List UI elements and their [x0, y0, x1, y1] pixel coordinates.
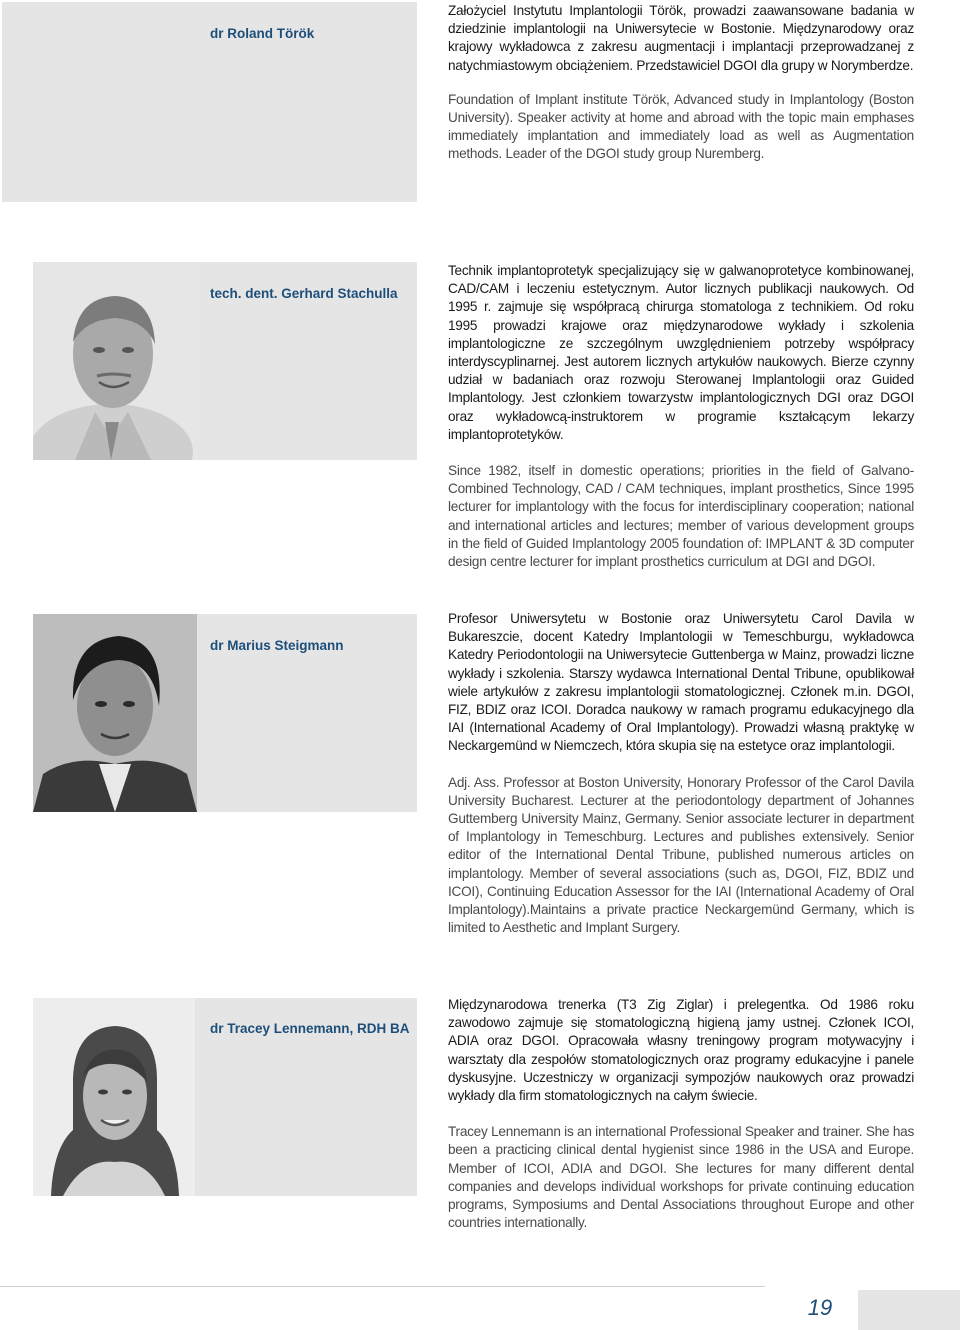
portrait-steigmann-image: [33, 614, 197, 812]
portrait-stachulla: [33, 262, 195, 460]
bio-polish-steigmann: Profesor Uniwersytetu w Bostonie oraz Uniwersytetu Carol Davila w Bukareszcie, docent Katedry Implantologii w Temeschburgu, wykładowca Katedry Periodontologii na Uniwersytecie Guttenberga w Mainz, prowadzi liczne wykłady i szkolenia. Starszy wydawca International Dental Tribune, opublikował wiele artykułów z zakresu implantologii stomatologicznej. Członek m.in. DGOI, FIZ, BDIZ oraz ICOI. Doradca naukowy w ramach programu edukacyjnego dla IAI (International Academy of Oral Implantology). Prowadzi własną praktykę w Neckargemünd w Niemczech, która skupia się na estetyce oraz implantologii.: [448, 611, 914, 754]
bio-english-stachulla: Since 1982, itself in domestic operations; priorities in the field of Galvano-Combined Technology, CAD / CAM techniques, implant prosthetics, Since 1995 lecturer for implantology with the focus for interdisciplinary cooperation; national and international articles and lectures; member of various development groups in the field of Guided Implantology 2005 foundation of: IMPLANT & 3D computer design centre lecturer for implant prosthetics curriculum at DGI and DGOI.: [448, 463, 914, 570]
bio-stachulla: [448, 262, 914, 571]
bio-steigmann: [448, 610, 914, 937]
profile-name-stachulla: tech. dent. Gerhard Stachulla: [210, 286, 398, 301]
bio-torok: [448, 2, 914, 164]
bio-english-lennemann: Tracey Lennemann is an international Professional Speaker and trainer. She has been a practicing clinical dental hygienist since 1986 in the USA and Europe. Member of ICOI, ADIA and DGOI. She lectures for many different dental companies and develops individual workshops for private continuing education programs, Symposiums and Dental Associations throughout Europe and other countries internationally.: [448, 1124, 914, 1231]
page-number: 19: [807, 1295, 833, 1320]
bio-lennemann: [448, 996, 914, 1232]
bio-english-torok: Foundation of Implant institute Török, Advanced study in Implantology (Boston University). Speaker activity at home and abroad with the topic main emphases immediately implantation and immediately load as well as Augmentation methods. Leader of the DGOI study group Nuremberg.: [448, 91, 914, 162]
bio-english-steigmann: Adj. Ass. Professor at Boston University, Honorary Professor of the Carol Davila University Bucharest. Lecturer at the periodontology department of Johannes Guttemberg University Mainz, Germany. Senior associate lecturer in department of Implantology in Temeschburg. Lectures and publishes extensively. Senior editor of the International Dental Tribune, published numerous articles on implantology. Member of several associations (such as, DGOI, FIZ, BDIZ und ICOI), Continuing Education Assessor for the IAI (International Academy of Oral Implantology).Maintains a private practice Neckargemünd Germany, which is limited to Aesthetic and Implant Surgery.: [448, 774, 914, 936]
portrait-lennemann-image: [33, 998, 195, 1196]
profile-name-torok: dr Roland Török: [210, 26, 315, 41]
profile-name-steigmann: dr Marius Steigmann: [210, 638, 344, 653]
portrait-stachulla-image: [33, 262, 195, 460]
profile-name-lennemann: dr Tracey Lennemann, RDH BA: [210, 1021, 410, 1036]
bio-polish-lennemann: Międzynarodowa trenerka (T3 Zig Ziglar) i prelegentka. Od 1986 roku zawodowo zajmuje się stomatologiczną higieną jamy ustnej. Członek ICOI, ADIA oraz DGOI. Opracowała własny treningowy program motywacyjny i warsztaty dla zespołów stomatologicznych oraz programy edukacyjne i panele dyskusyjne. Uczestniczy w organizacji sympozjów naukowych oraz prowadzi wykłady dla firm stomatologicznych na całym świecie.: [448, 997, 914, 1104]
portrait-lennemann: [33, 998, 195, 1196]
footer-rule: [0, 1286, 765, 1287]
portrait-steigmann: [33, 614, 197, 812]
bio-polish-torok: Założyciel Instytutu Implantologii Török, prowadzi zaawansowane badania w dziedzinie implantologii na Uniwersytecie w Bostonie. Międzynarodowy oraz krajowy wykładowca z zakresu augmentacji i implantacji przeprowadzanej z natychmiastowym obciążeniem. Przedstawiciel DGOI dla grupy w Norymberdze.: [448, 3, 914, 73]
footer-corner-box: [858, 1290, 960, 1330]
bio-polish-stachulla: Technik implantoprotetyk specjalizujący się w galwanoprotetyce kombinowanej, CAD/CAM i leczeniu estetycznym. Autor licznych publikacji naukowych. Od 1995 r. zajmuje się współpracą chirurga stomatologa z technikiem. Od roku 1995 prowadzi krajowe oraz międzynarodowe wykłady i szkolenia implantologiczne ze szczególnym uwzględnieniem potrzeby współpracy interdyscyplinarnej. Jest autorem licznych artykułów naukowych. Bierze czynny udział w badaniach oraz rozwoju Sterowanej Implantologii oraz Guided Implantology. Jest członkiem towarzystw implantologicznych DGI oraz DGOI oraz wykładowcą-instruktorem w programie kształcącym lekarzy implantoprotetyków.: [448, 263, 914, 442]
